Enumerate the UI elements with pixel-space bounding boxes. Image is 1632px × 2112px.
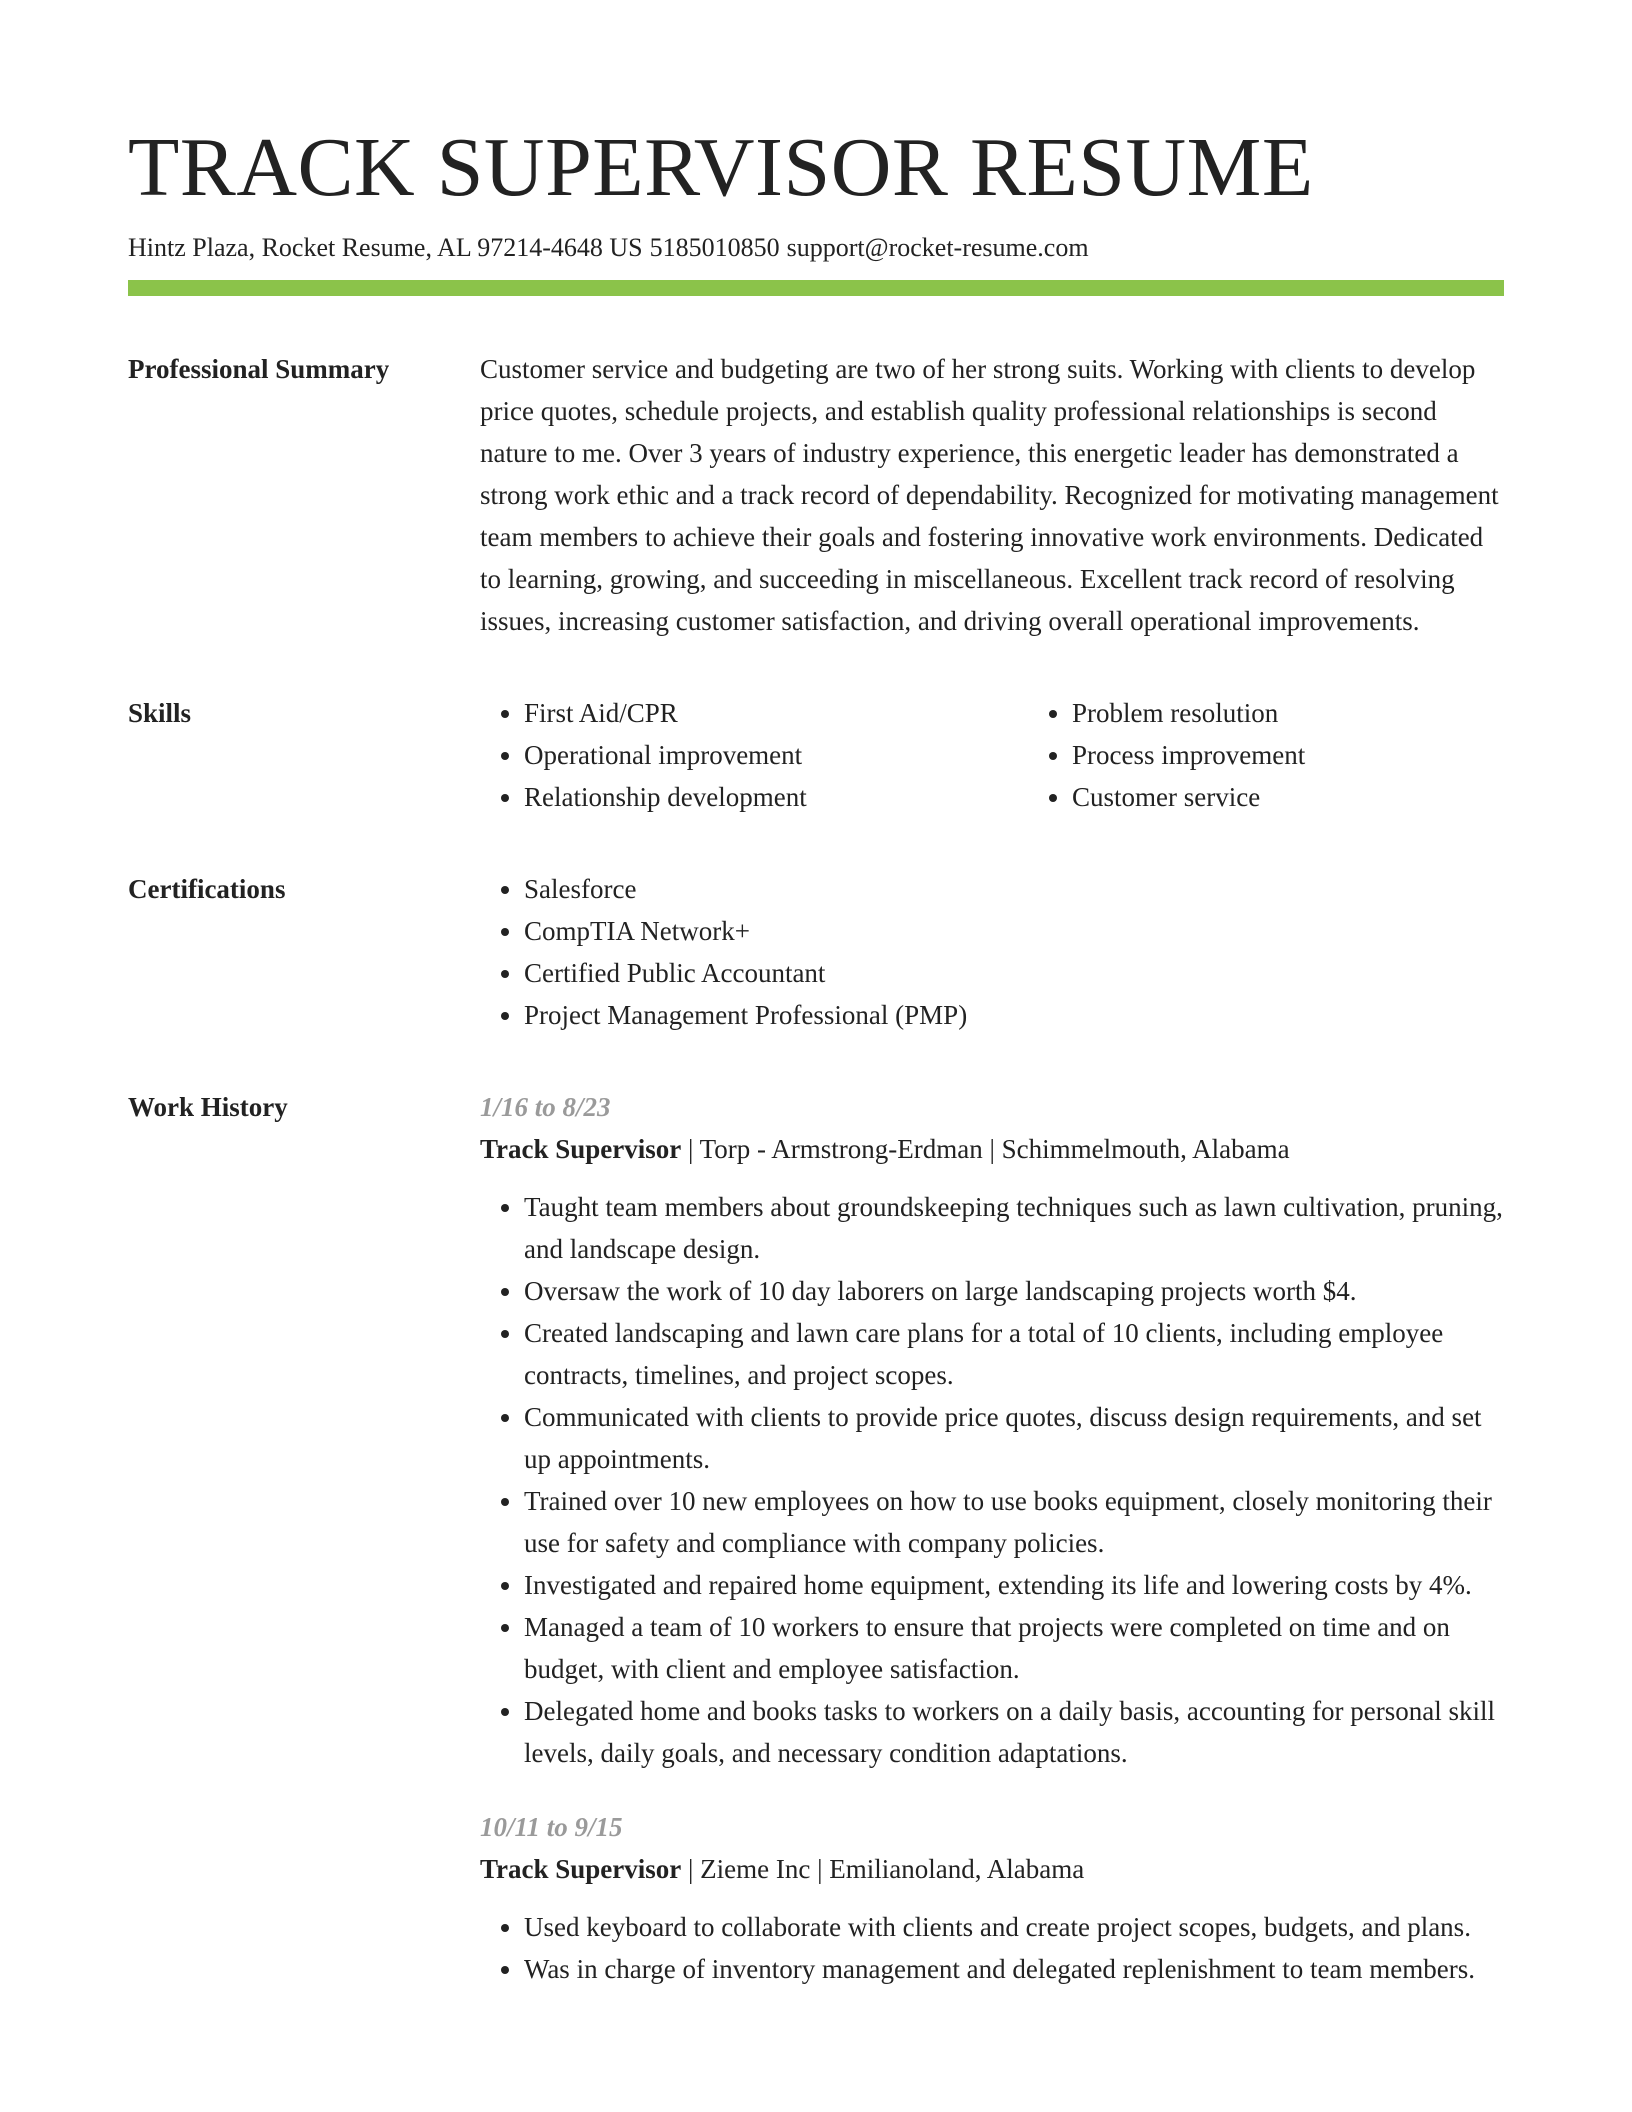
job-bullets — [480, 1186, 1504, 1774]
summary-content — [480, 348, 1504, 642]
skills-content — [480, 692, 1576, 818]
job-details: | Zieme Inc | Emilianoland, Alabama — [688, 1854, 1085, 1884]
job-bullet: • Created landscaping and lawn care plans for a total of 10 clients, including employee contracts, timelines, and project scopes. — [524, 1312, 1504, 1396]
job-dates: 10/11 to 9/15 — [480, 1812, 623, 1842]
job-title: Track Supervisor — [480, 1854, 682, 1884]
job-bullet: • Managed a team of 10 workers to ensure that projects were completed on time and on budget, with client and employee satisfaction. — [524, 1606, 1504, 1690]
header-divider — [128, 280, 1504, 296]
contact-address: Hintz Plaza, Rocket Resume, AL 97214-4648 US — [128, 233, 643, 262]
summary-section — [128, 348, 1504, 642]
contact-line — [128, 230, 1504, 266]
job-entry — [480, 1086, 1504, 1774]
skill-item: • First Aid/CPR — [524, 692, 1028, 734]
skills-list-right — [1028, 692, 1576, 818]
summary-heading: Professional Summary — [128, 354, 390, 384]
skill-item: • Process improvement — [1072, 734, 1576, 776]
skill-item: • Problem resolution — [1072, 692, 1576, 734]
job-header — [480, 1848, 1504, 1890]
job-bullet: • Used keyboard to collaborate with clients and create project scopes, budgets, and plans. — [524, 1906, 1504, 1948]
skill-item: • Customer service — [1072, 776, 1576, 818]
job-bullet: • Communicated with clients to provide price quotes, discuss design requirements, and set up appointments. — [524, 1396, 1504, 1480]
job-details: | Torp - Armstrong-Erdman | Schimmelmouth, Alabama — [688, 1134, 1290, 1164]
certification-item: • CompTIA Network+ — [524, 910, 1504, 952]
summary-text: Customer service and budgeting are two of her strong suits. Working with clients to develop price quotes, schedule projects, and establish quality professional relationships is second nature to me. Over 3 years of industry experience, this energetic leader has demonstrated a strong work ethic and a track record of dependability. Recognized for motivating management team members to achieve their goals and fostering innovative work environments. Dedicated to learning, growing, and succeeding in miscellaneous. Excellent track record of resolving issues, increasing customer satisfaction, and driving overall operational improvements. — [480, 354, 1499, 636]
certification-item: • Project Management Professional (PMP) — [524, 994, 1504, 1036]
certifications-heading: Certifications — [128, 874, 286, 904]
job-bullet: • Was in charge of inventory management and delegated replenishment to team members. — [524, 1948, 1504, 1990]
contact-email: support@rocket-resume.com — [786, 233, 1089, 262]
work-history-content — [480, 1086, 1504, 1990]
job-header — [480, 1128, 1504, 1170]
job-bullets — [480, 1906, 1504, 1990]
job-bullet: • Investigated and repaired home equipment, extending its life and lowering costs by 4%. — [524, 1564, 1504, 1606]
job-dates: 1/16 to 8/23 — [480, 1092, 611, 1122]
certifications-list — [480, 868, 1504, 1036]
skills-list-left — [480, 692, 1028, 818]
resume-page — [128, 118, 1504, 1990]
work-history-heading: Work History — [128, 1092, 288, 1122]
contact-phone: 5185010850 — [649, 233, 780, 262]
skills-heading: Skills — [128, 698, 192, 728]
skill-item: • Relationship development — [524, 776, 1028, 818]
certifications-section — [128, 868, 1504, 1036]
certification-item: • Certified Public Accountant — [524, 952, 1504, 994]
skill-item: • Operational improvement — [524, 734, 1028, 776]
certification-item: • Salesforce — [524, 868, 1504, 910]
job-title: Track Supervisor — [480, 1134, 682, 1164]
job-bullet: • Oversaw the work of 10 day laborers on large landscaping projects worth $4. — [524, 1270, 1504, 1312]
job-entry — [480, 1806, 1504, 1990]
job-bullet: • Trained over 10 new employees on how to use books equipment, closely monitoring their use for safety and compliance with company policies. — [524, 1480, 1504, 1564]
certifications-content — [480, 868, 1504, 1036]
resume-title: TRACK SUPERVISOR RESUME — [128, 121, 1314, 214]
job-bullet: • Taught team members about groundskeeping techniques such as lawn cultivation, pruning, and landscape design. — [524, 1186, 1504, 1270]
skills-section — [128, 692, 1504, 818]
work-history-section — [128, 1086, 1504, 1990]
job-bullet: • Delegated home and books tasks to workers on a daily basis, accounting for personal skill levels, daily goals, and necessary condition adaptations. — [524, 1690, 1504, 1774]
